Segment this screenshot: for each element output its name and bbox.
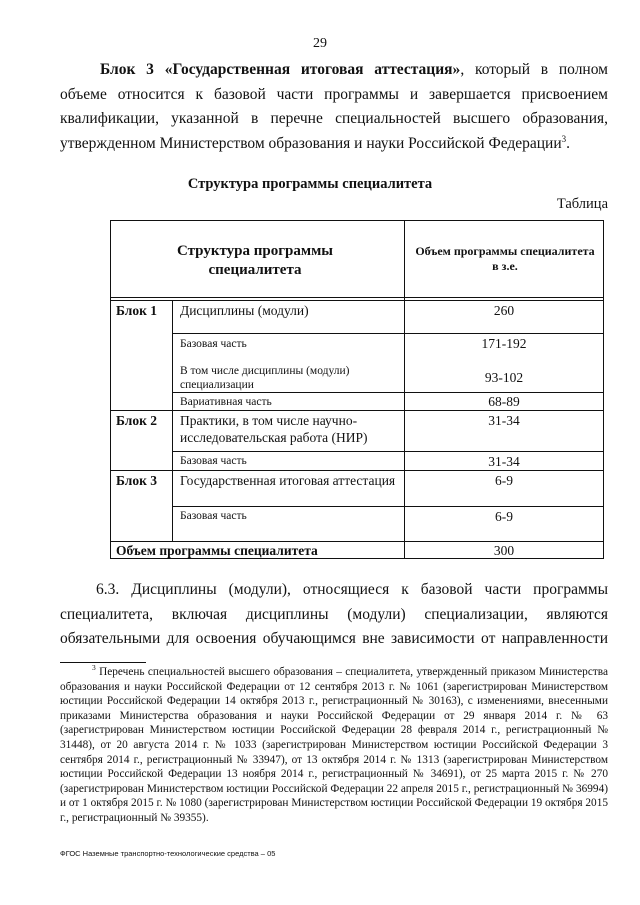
block1-label: Блок 1	[116, 303, 157, 318]
page-number: 29	[313, 36, 327, 51]
intro-paragraph	[60, 58, 608, 156]
total-label: Объем программы специалитета	[116, 543, 318, 558]
footnote	[60, 665, 608, 826]
block1-base-value: 171-192	[481, 336, 527, 351]
para-line: обязательными для освоения обучающимся вне зависимости от направленности	[60, 630, 608, 647]
program-structure-table	[110, 220, 604, 559]
header-structure: Структура программы специалитета	[176, 243, 334, 278]
block3-base-value: 6-9	[495, 509, 513, 524]
para-line: специалитета, включая дисциплины (модули) специализации, являются	[60, 605, 608, 623]
footnote-divider	[60, 662, 146, 663]
block3-title: Государственная итоговая аттестация	[180, 473, 396, 488]
block2-value: 31-34	[488, 413, 520, 428]
footnote-ref[interactable]: 3	[561, 133, 567, 144]
block1-value: 260	[493, 303, 515, 318]
block2-base-label: Базовая часть	[180, 455, 247, 467]
block2-title: Практики, в том числе научно-исследовательская работа (НИР)	[180, 413, 368, 445]
block1-title: Дисциплины (модули)	[180, 303, 309, 318]
block3-value: 6-9	[495, 473, 513, 488]
block3-base-label: Базовая часть	[180, 510, 247, 522]
table-label: Таблица	[556, 196, 608, 212]
block1-base-label: Базовая часть	[180, 338, 247, 350]
para-line: 6.3. Дисциплины (модули), относящиеся к базовой части программы	[96, 581, 608, 598]
total-value: 300	[493, 543, 515, 558]
section-6-3-paragraph	[60, 578, 608, 652]
block1-spec-label: В том числе дисциплины (модули) специализации	[180, 365, 350, 391]
block3-lead: Блок 3 «Государственная итоговая аттестация»	[100, 61, 461, 78]
intro-tail: .	[566, 134, 571, 152]
block2-label: Блок 2	[116, 413, 157, 428]
footnote-text: Перечень специальностей высшего образования – специалитета, утвержденный приказом Министерства образования и науки Российской Федерации от 12 сентября 2013 г. № 1061 (зарегистрирован Министерством юстиции Российской Федерации 14 октября 2013 г., регистрационный № 30163), с изменениями, внесенными приказами Министерства образования и науки Российской Федерации от 29 января 2014 г. № 63 (зарегистрирован Министерством юстиции Российской Федерации 28 февраля 2014 г., регистрационный № 31448), от 20 августа 2014 г. № 1033 (зарегистрирован Министерством юстиции Российской Федерации 3 сентября 2014 г., регистрационный № 33947), от 13 октября 2014 г. № 1313 (зарегистрирован Министерством юстиции Российской Федерации 13 ноября 2014 г., регистрационный № 34691), от 25 марта 2015 г. № 270 (зарегистрирован Министерством юстиции Российской Федерации 22 апреля 2015 г., регистрационный № 36994) и от 1 октября 2015 г. № 1080 (зарегистрирован Министерством юстиции Российской Федерации 19 октября 2015 г., регистрационный № 39355).	[60, 666, 608, 824]
block3-label: Блок 3	[116, 473, 157, 488]
intro-text: , который в полном объеме относится к базовой части программы и завершается присвоением квалификации, указанной в перечне специальностей высшего образования, утвержденном Министерством образования и науки Российской Федерации	[60, 61, 608, 152]
footnote-number: 3	[92, 663, 96, 673]
header-volume: Объем программы специалитета в з.е.	[415, 244, 595, 273]
table-title: Структура программы специалитета	[187, 176, 433, 192]
block1-var-label: Вариативная часть	[180, 396, 272, 408]
block2-base-value: 31-34	[488, 454, 520, 469]
block1-var-value: 68-89	[488, 394, 520, 409]
block1-spec-value: 93-102	[484, 370, 524, 385]
page-footer: ФГОС Наземные транспортно-технологические средства – 05	[60, 849, 276, 858]
